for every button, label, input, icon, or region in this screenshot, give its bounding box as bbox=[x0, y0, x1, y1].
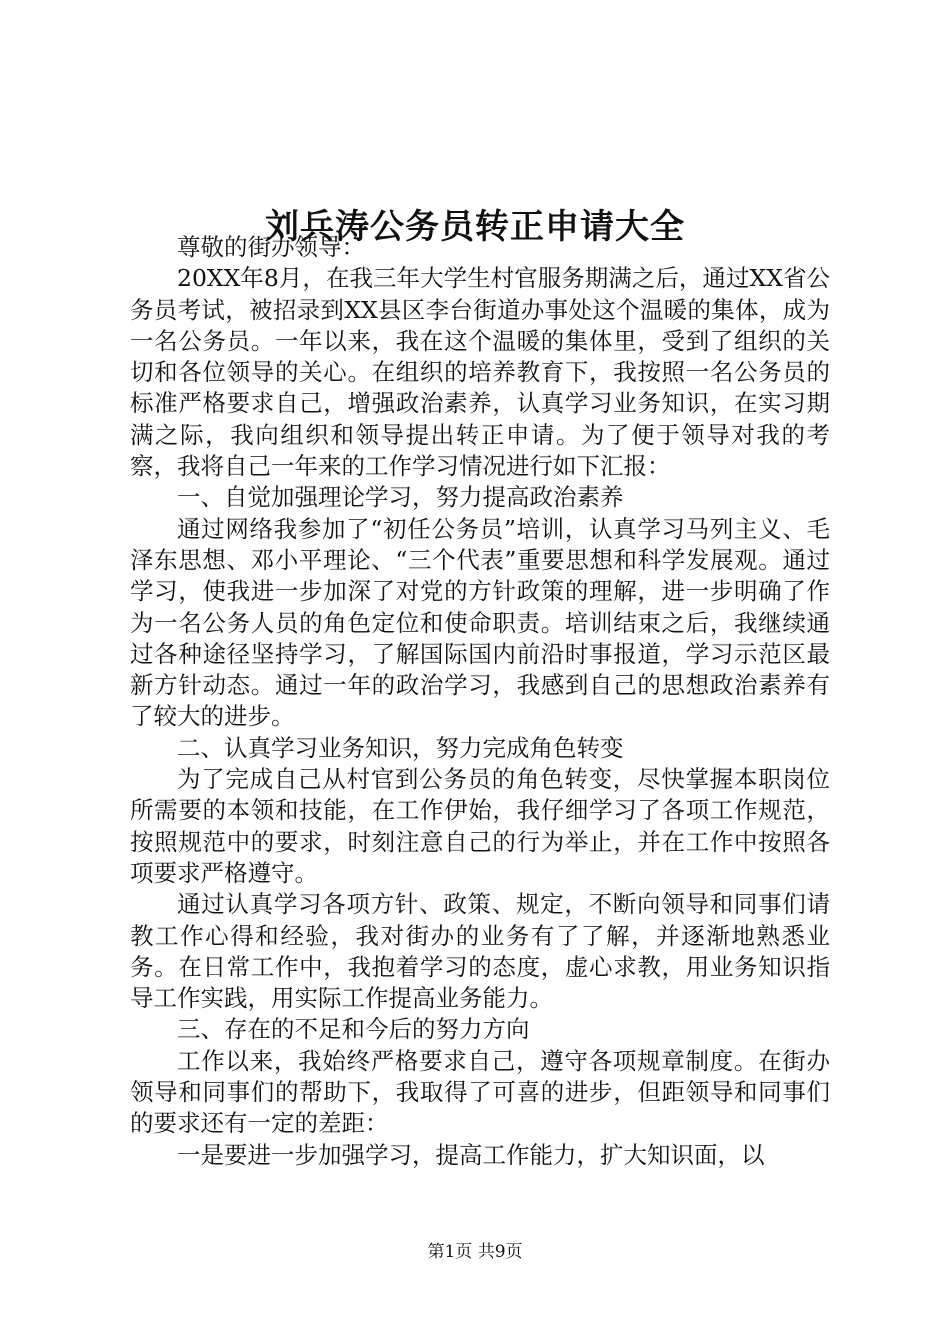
body-paragraph: 通过网络我参加了“初任公务员”培训，认真学习马列主义、毛泽东思想、邓小平理论、“三个代表”重要思想和科学发展观。通过学习，使我进一步加深了对党的方针政策的理解，进一步明确了作为一名公务人员的角色定位和使命职责。培训结束之后，我继续通过各种途径坚持学习，了解国际国内前沿时事报道，学习示范区最新方针动态。通过一年的政治学习，我感到自己的思想政治素养有了较大的进步。 bbox=[130, 514, 830, 731]
document-title: 刘兵涛公务员转正申请大全 bbox=[265, 206, 685, 247]
section-heading-2: 二、认真学习业务知识，努力完成角色转变 bbox=[177, 733, 624, 762]
intro-paragraph: 20XX年8月，在我三年大学生村官服务期满之后，通过XX省公务员考试，被招录到XX县区李台街道办事处这个温暖的集体，成为一名公务员。一年以来，我在这个温暖的集体里，受到了组织的关切和各位领导的关心。在组织的培养教育下，我按照一名公务员的标准严格要求自己，增强政治素养，认真学习业务知识，在实习期满之际，我向组织和领导提出转正申请。为了便于领导对我的考察，我将自己一年来的工作学习情况进行如下汇报： bbox=[130, 264, 830, 481]
salutation: 尊敬的街办领导： bbox=[177, 233, 365, 261]
page-number-footer: 第1页 共9页 bbox=[427, 1242, 523, 1262]
body-paragraph: 通过认真学习各项方针、政策、规定，不断向领导和同事们请教工作心得和经验，我对街办的业务有了了解，并逐渐地熟悉业务。在日常工作中，我抱着学习的态度，虚心求教，用业务知识指导工作实践，用实际工作提高业务能力。 bbox=[130, 890, 830, 1013]
body-paragraph: 工作以来，我始终严格要求自己，遵守各项规章制度。在街办领导和同事们的帮助下，我取得了可喜的进步，但距领导和同事们的要求还有一定的差距： bbox=[130, 1046, 830, 1138]
document-body bbox=[130, 232, 830, 1171]
section-heading-3: 三、存在的不足和今后的努力方向 bbox=[177, 1015, 530, 1044]
body-paragraph: 为了完成自己从村官到公务员的角色转变，尽快掌握本职岗位所需要的本领和技能，在工作伊始，我仔细学习了各项工作规范，按照规范中的要求，时刻注意自己的行为举止，并在工作中按照各项要求严格遵守。 bbox=[130, 765, 830, 887]
body-paragraph: 一是要进一步加强学习，提高工作能力，扩大知识面，以 bbox=[177, 1140, 765, 1169]
section-heading-1: 一、自觉加强理论学习，努力提高政治素养 bbox=[177, 483, 624, 512]
